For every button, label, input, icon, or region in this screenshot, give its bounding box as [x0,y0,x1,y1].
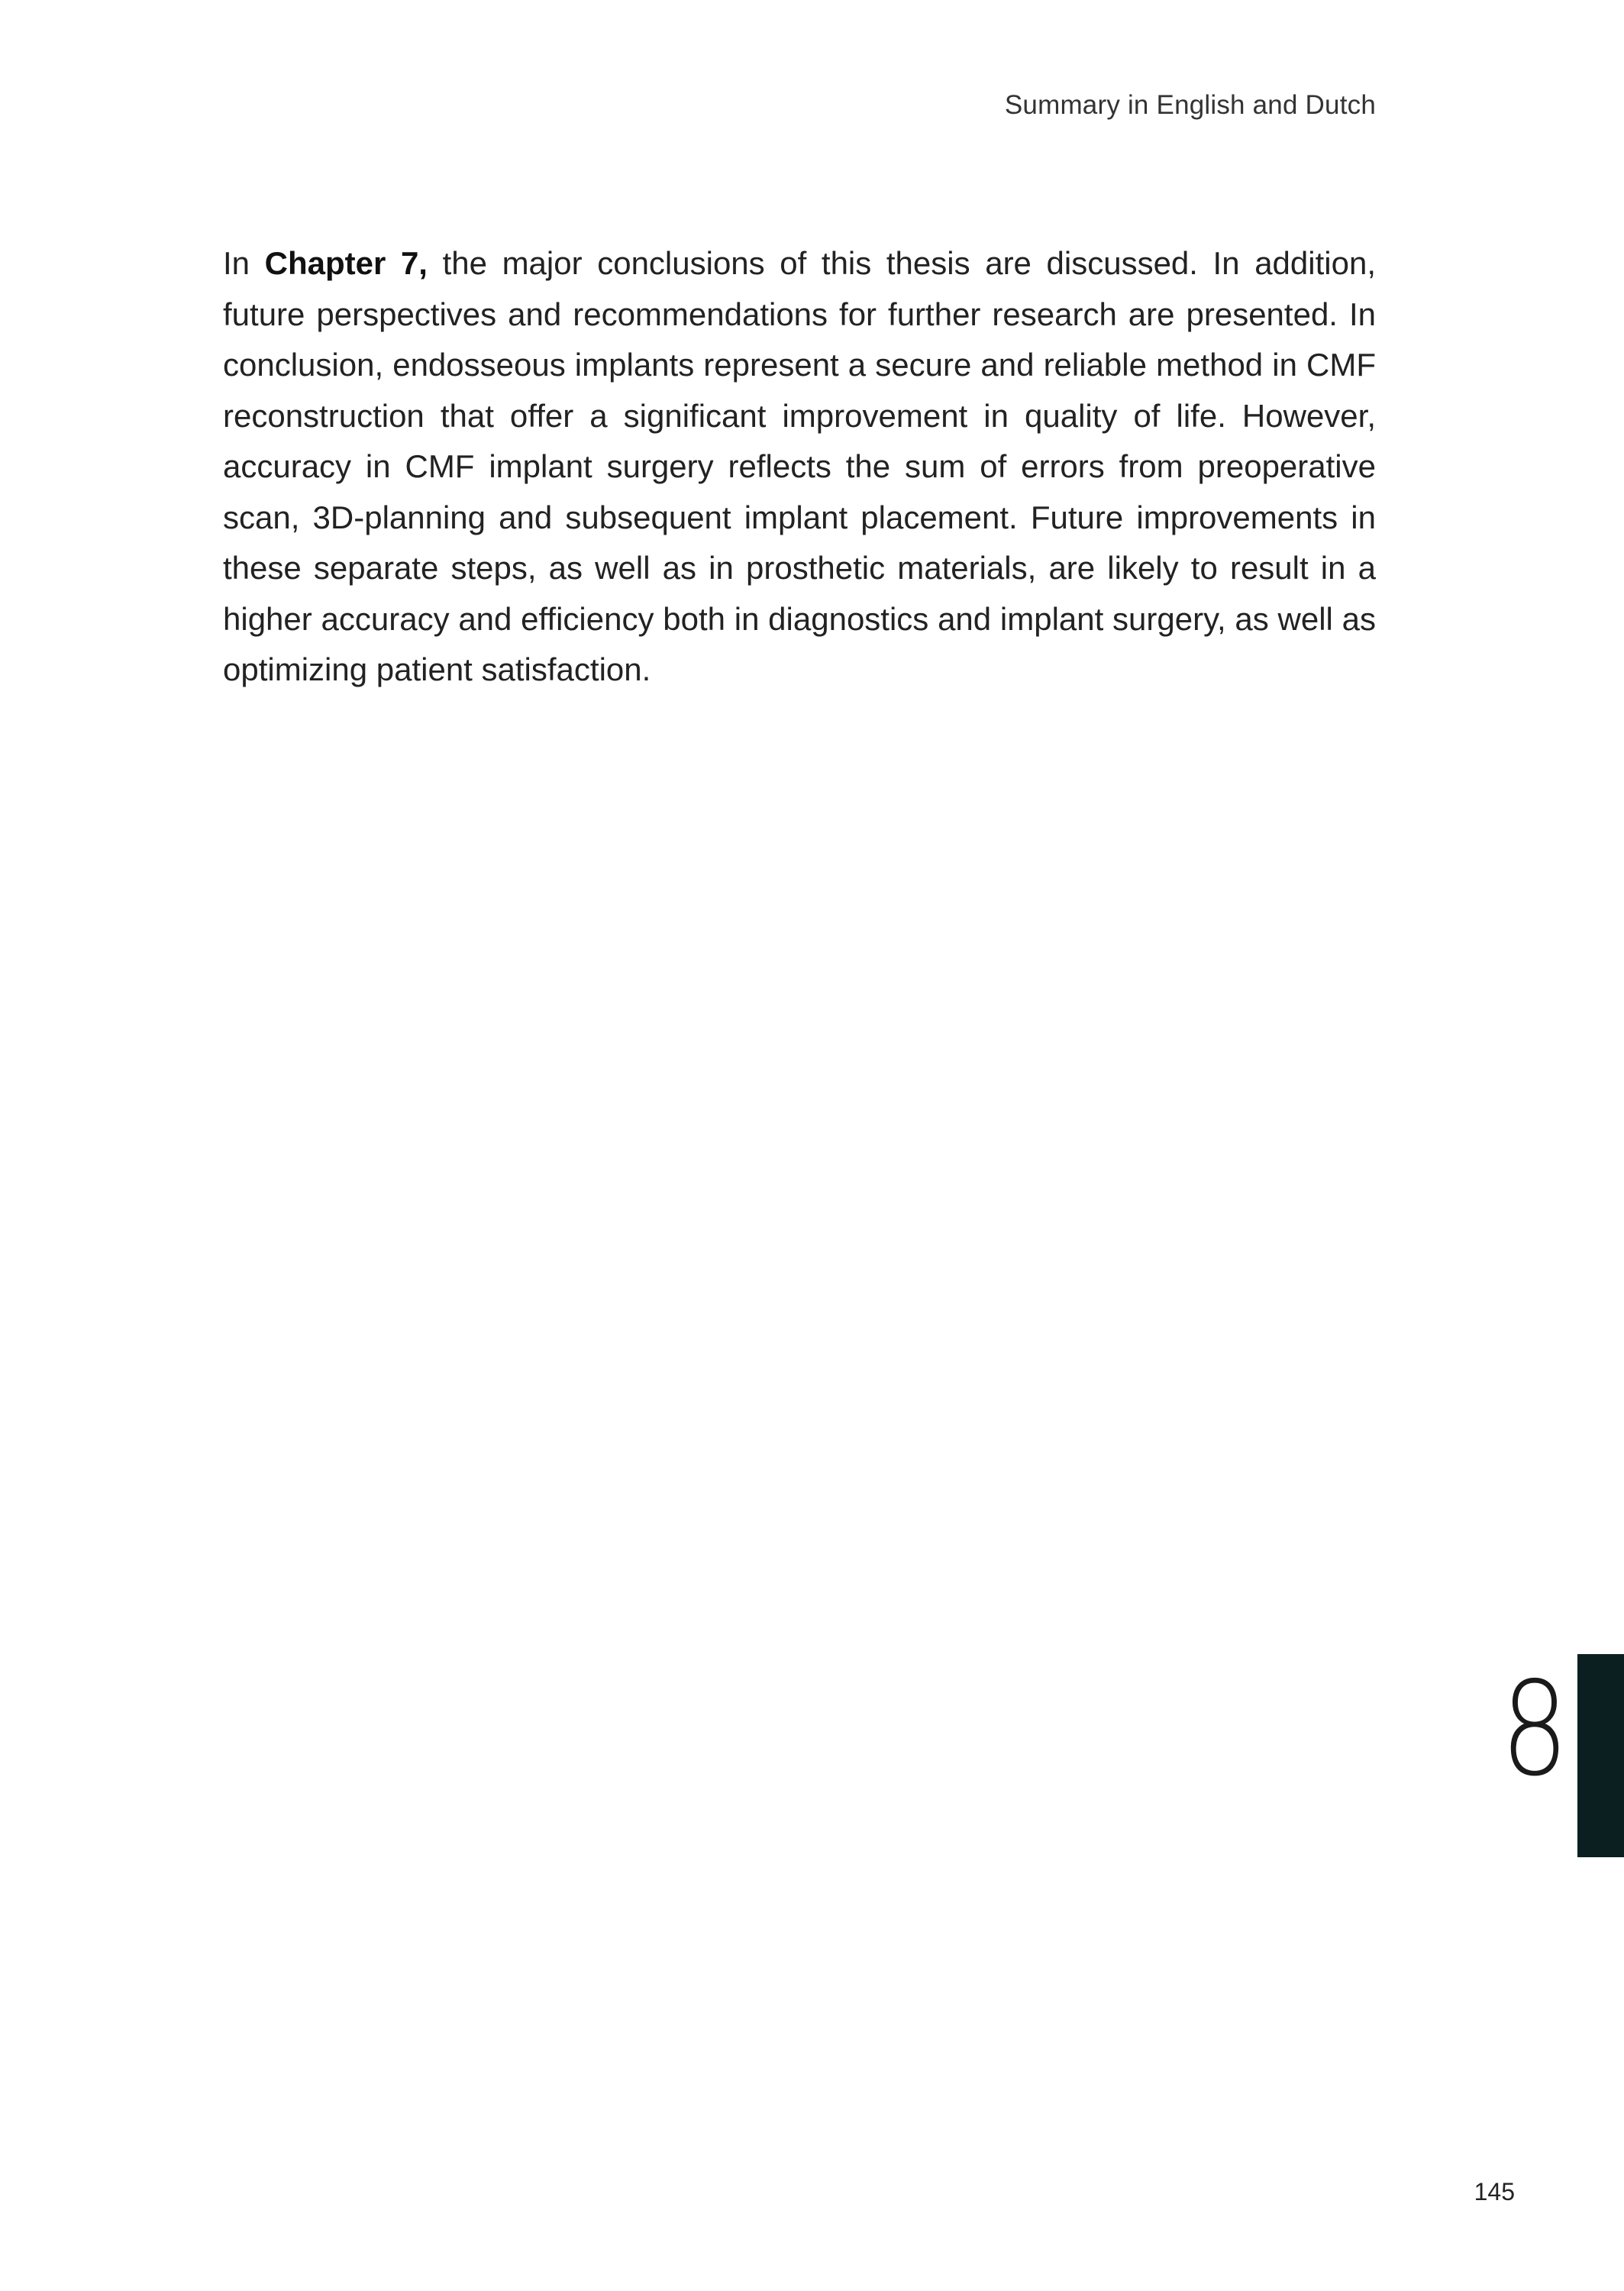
paragraph-lead-in: In [223,245,265,281]
chapter-thumb-tab [1577,1654,1624,1857]
running-header: Summary in English and Dutch [1004,90,1376,120]
page-number: 145 [1474,2178,1515,2205]
chapter-number: 8 [1500,1654,1569,1805]
paragraph-text: the major conclusions of this thesis are discussed. In addition, future perspectives and recommendations for further research are presented. In conclusion, endosseous implants represent a secure and reliable method in CMF reconstruction that offer a significant improvement in quality of life. However, accuracy in CMF implant surgery reflects the sum of errors from preoperative scan, 3D-planning and subsequent implant placement. Future improvements in these separate steps, as well as in prosthetic materials, are likely to result in a higher accuracy and efficiency both in diagnostics and implant surgery, as well as optimizing patient satisfaction. [223,245,1376,687]
body-paragraph [223,238,1376,696]
chapter-reference: Chapter 7, [264,245,428,281]
